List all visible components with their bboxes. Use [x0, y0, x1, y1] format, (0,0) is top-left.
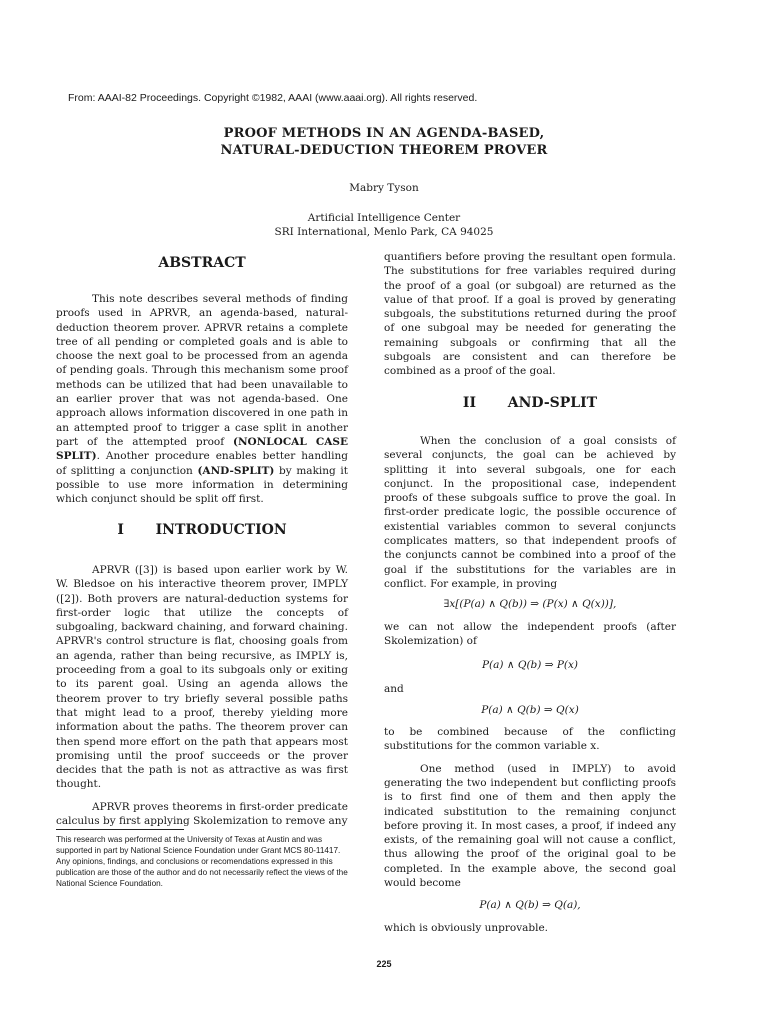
section-1-number: I	[117, 522, 124, 538]
equation-1: ∃x[(P(a) ∧ Q(b)) ⇒ (P(x) ∧ Q(x))],	[443, 598, 617, 611]
right-column-continuation	[384, 250, 676, 379]
abstract-bold-a: (NONLOCAL CASE SPLIT)	[56, 435, 348, 463]
and-split-paragraph-2: we can not allow the independent proofs (after Skolemization) of	[384, 620, 676, 647]
section-1-title: INTRODUCTION	[155, 522, 287, 538]
equation-2: P(a) ∧ Q(b) ⇒ P(x)	[481, 659, 579, 672]
section-1-heading	[56, 522, 348, 538]
footnote: This research was performed at the University of Texas at Austin and was supported in part by National Science Foundation under Grant MCS 80-11417. Any opinions, findings, and conclusions or recomendations expressed in this publication are those of the author and do not necessarily reflect the views of the National Science Foundation.	[56, 835, 348, 888]
introduction-paragraph-1: APRVR ([3]) is based upon earlier work by W. W. Bledsoe on his interactive theorem prover, IMPLY ([2]). Both provers are natural-deduction systems for first-order logic that utilize the concepts of subgoaling, backward chaining, and forward chaining. APRVR's control structure is flat, choosing goals from an agenda, rather than being recursive, as IMPLY is, proceeding from a goal to its subgoals only or exiting to its parent goal. Using an agenda allows the theorem prover to try briefly several possible paths that might lead to a proof, thereby yielding more information about the paths. The theorem prover can then spend more effort on the path that appears most promising until the proof succeeds or the prover decides that the path is not as attractive as was first thought.	[56, 564, 348, 791]
abstract-paragraph	[56, 292, 348, 506]
abstract-bold-b: (AND-SPLIT)	[197, 464, 275, 477]
and-split-paragraph-3: to be combined because of the conflicting substitutions for the common variable x.	[384, 726, 676, 753]
author: Mabry Tyson	[349, 182, 419, 194]
paper-title-line-2: NATURAL-DEDUCTION THEOREM PROVER	[220, 143, 548, 158]
abstract-text-b: . Another procedure enables better handling of splitting a conjunction	[56, 450, 348, 477]
abstract-text-c: by making it possible to use more information in determining which conjunct should be split off first.	[56, 464, 349, 506]
section-2-title: AND-SPLIT	[507, 395, 598, 411]
paper-title-line-1: PROOF METHODS IN AN AGENDA-BASED,	[223, 126, 545, 141]
continuation-paragraph: quantifiers before proving the resultant open formula. The substitutions for free variables required during the proof of a goal (or subgoal) are returned as the value of that proof. If a goal is proved by generating subgoals, the substitutions returned during the proof of one subgoal may be needed for generating the remaining subgoals or confirming that all the subgoals are consistent and can therefore be combined as a proof of the goal.	[384, 251, 676, 378]
equation-4: P(a) ∧ Q(b) ⇒ Q(a),	[479, 899, 581, 912]
and-split-body	[384, 434, 676, 935]
section-2-number: II	[462, 395, 477, 411]
affiliation-line-1: Artificial Intelligence Center	[307, 212, 461, 224]
introduction-paragraph-2: APRVR proves theorems in first-order predicate calculus by first applying Skolemization to remove any	[56, 800, 348, 828]
section-2-heading	[384, 395, 676, 411]
and-split-paragraph-5: which is obviously unprovable.	[384, 921, 549, 934]
and-split-paragraph-1: When the conclusion of a goal consists of several conjuncts, the goal can be achieved by splitting it into several subgoals, one for each conjunct. In the propositional case, independent proofs of these subgoals suffice to prove the goal. In first-order predicate logic, the possible occurence of existential variables common to several conjuncts complicates matters, so that independent proofs of the conjuncts cannot be combined into a proof of the goal if the substitutions for the variables are in conflict. For example, in proving	[384, 435, 676, 590]
page-number: 225	[376, 959, 392, 969]
abstract-body	[56, 292, 348, 506]
affiliation-line-2: SRI International, Menlo Park, CA 94025	[274, 226, 494, 238]
abstract-text-a: This note describes several methods of finding proofs used in APRVR, an agenda-based, natural-deduction theorem prover. APRVR retains a complete tree of all pending or completed goals and is able to choose the next goal to be processed from an agenda of pending goals. Through this mechanism some proof methods can be utilized that had been unavailable to an earlier prover that was not agenda-based. One approach allows information discovered in one path in an attempted proof to trigger a case split in another part of the attempted proof	[56, 293, 348, 448]
footnote-rule	[56, 829, 184, 830]
introduction-body	[56, 563, 348, 828]
and-split-paragraph-4: One method (used in IMPLY) to avoid generating the two independent but conflicting proofs is to first find one of them and then apply the indicated substitution to the remaining conjunct before proving it. In most cases, a proof, if indeed any exists, of the remaining goal will not cause a conflict, thus allowing the proof of the original goal to be completed. In the example above, the second goal would become	[384, 762, 676, 890]
equation-3: P(a) ∧ Q(b) ⇒ Q(x)	[481, 703, 579, 716]
source-line: From: AAAI-82 Proceedings. Copyright ©1982, AAAI (www.aaai.org). All rights reserved.	[68, 92, 478, 104]
abstract-heading: ABSTRACT	[158, 255, 246, 271]
and-word: and	[384, 683, 404, 696]
